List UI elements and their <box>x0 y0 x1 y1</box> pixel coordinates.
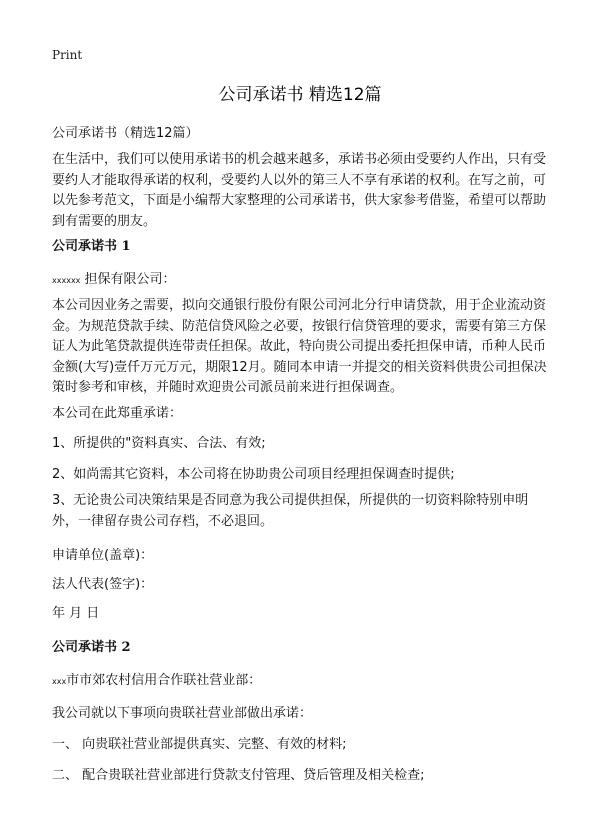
section-1-item-2: 2、如尚需其它资料，本公司将在协助贵公司项目经理担保调查时提供; <box>52 467 455 482</box>
section-1-recipient <box>52 268 552 287</box>
section-1-heading: 公司承诺书 1 <box>52 239 131 254</box>
recipient-name: 市市郊农村信用合作联社营业部： <box>66 673 262 688</box>
section-1-item-1: 1、所提供的"资料真实、合法、有效; <box>52 436 266 451</box>
sign-rep-line: 法人代表(签字)： <box>52 577 154 592</box>
recipient-name: 担保有限公司： <box>80 272 176 287</box>
recipient-placeholder: xxxxxx <box>52 276 81 285</box>
print-label[interactable]: Print <box>52 48 83 62</box>
section-2-heading: 公司承诺书 2 <box>52 640 131 655</box>
section-1-body: 本公司因业务之需要，拟向交通银行股份有限公司河北分行申请贷款，用于企业流动资金。为规范贷款手续、防范信贷风险之必要，按银行信贷管理的要求，需要有第三方保证人为此笔贷款提供连带责任担保。故此，特向贵公司提出委托担保申请，币种人民币金额(大写)壹仟万元万元，期限12月。随同本申请一并提交的相关资料供贵公司担保决策时参考和审核，并随时欢迎贵公司派员前来进行担保调查。 <box>52 298 547 395</box>
section-1-item-3: 3、无论贵公司决策结果是否同意为我公司提供担保，所提供的一切资料除特别申明外，一律留存贵公司存档，不必退回。 <box>52 493 529 529</box>
intro-paragraph: 在生活中，我们可以使用承诺书的机会越来越多，承诺书必须由受要约人作出，只有受要约人才能取得承诺的权利，受要约人以外的第三人不享有承诺的权利。在写之前，可以先参考范文，下面是小编帮大家整理的公司承诺书，供大家参考借鉴，希望可以帮助到有需要的朋友。 <box>52 152 547 229</box>
section-2-recipient <box>52 669 552 688</box>
section-2-item-1: 一、 向贵联社营业部提供真实、完整、有效的材料; <box>52 737 347 752</box>
page-title: 公司承诺书 精选12篇 <box>218 85 382 105</box>
section-2-item-2: 二、 配合贵联社营业部进行贷款支付管理、贷后管理及相关检查; <box>52 768 425 783</box>
sign-unit-line: 申请单位(盖章)： <box>52 548 154 563</box>
sign-date-line: 年 月 日 <box>52 606 100 621</box>
document-subtitle: 公司承诺书（精选12篇） <box>52 126 199 141</box>
section-1-pledge-intro: 本公司在此郑重承诺： <box>52 406 183 421</box>
section-2-intro: 我公司就以下事项向贵联社营业部做出承诺： <box>52 706 313 721</box>
recipient-placeholder: xxx <box>52 677 67 686</box>
